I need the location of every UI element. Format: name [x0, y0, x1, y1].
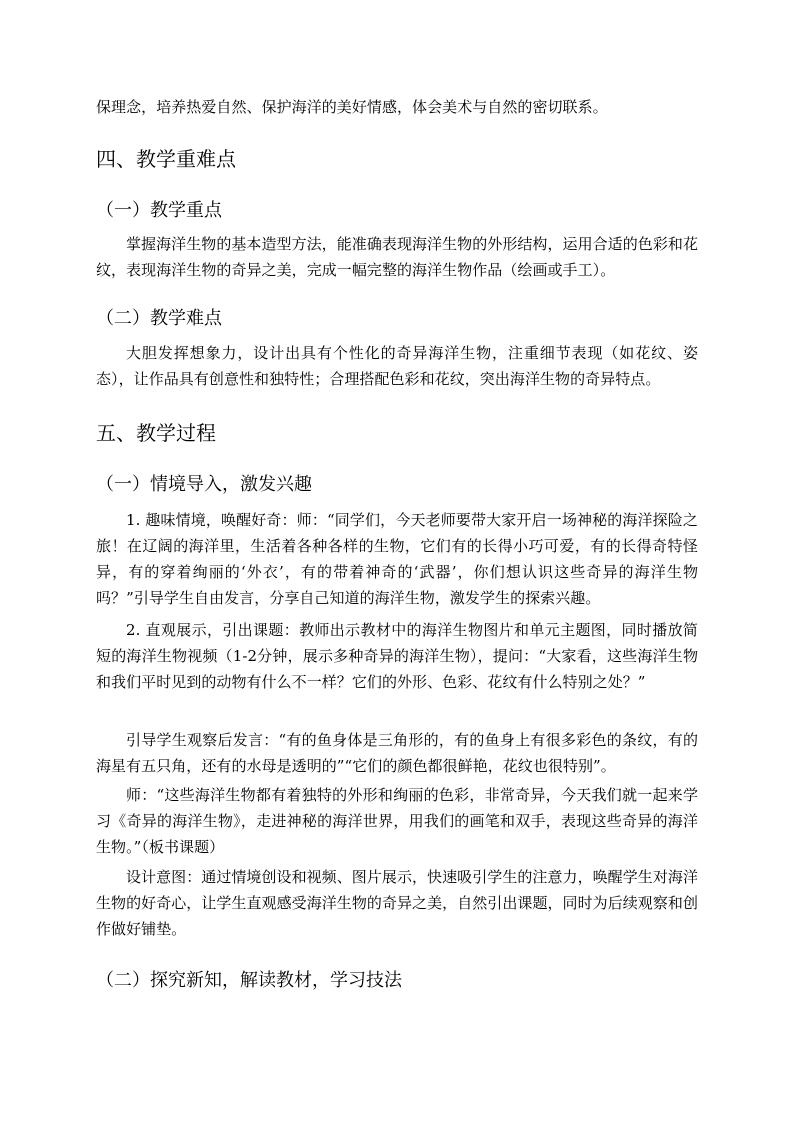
key-points-paragraph: 掌握海洋生物的基本造型方法，能准确表现海洋生物的外形结构，运用合适的色彩和花纹，表现海洋生物的奇异之美，完成一幅完整的海洋生物作品（绘画或手工）。: [96, 235, 698, 279]
step-1-paragraph-1: 1. 趣味情境，唤醒好奇：师：“同学们，今天老师要带大家开启一场神秘的海洋探险之旅！在辽阔的海洋里，生活着各种各样的生物，它们有的长得小巧可爱，有的长得奇特怪异，有的穿着绚丽的‘外衣’，有的带着神奇的‘武器’，你们想认识这些奇异的海洋生物吗？”引导学生自由发言，分享自己知道的海洋生物，激发学生的探索兴趣。: [96, 511, 698, 607]
step-1-heading: （一）情境导入，激发兴趣: [96, 474, 312, 495]
key-points-heading: （一）教学重点: [96, 200, 222, 221]
step-1-paragraph-3: 引导学生观察后发言：“有的鱼身体是三角形的，有的鱼身上有很多彩色的条纹，有的海星有五只角，还有的水母是透明的”“它们的颜色都很鲜艳，花纹也很特别”。: [96, 731, 698, 775]
step-1-paragraph-4: 师：“这些海洋生物都有着独特的外形和绚丽的色彩，非常奇异，今天我们就一起来学习《奇异的海洋生物》，走进神秘的海洋世界，用我们的画笔和双手，表现这些奇异的海洋生物。”（板书课题）: [96, 786, 698, 856]
step-2-heading: （二）探究新知，解读教材，学习技法: [96, 970, 402, 991]
difficulties-paragraph: 大胆发挥想象力，设计出具有个性化的奇异海洋生物，注重细节表现（如花纹、姿态），让作品具有创意性和独特性；合理搭配色彩和花纹，突出海洋生物的奇异特点。: [96, 344, 698, 388]
intro-paragraph-tail: 保理念，培养热爱自然、保护海洋的美好情感，体会美术与自然的密切联系。: [96, 98, 608, 116]
section-5-heading: 五、教学过程: [96, 421, 216, 445]
step-1-design-intent: 设计意图：通过情境创设和视频、图片展示，快速吸引学生的注意力，唤醒学生对海洋生物的好奇心，让学生直观感受海洋生物的奇异之美，自然引出课题，同时为后续观察和创作做好铺垫。: [96, 868, 699, 938]
step-1-paragraph-2: 2. 直观展示，引出课题：教师出示教材中的海洋生物图片和单元主题图，同时播放简短的海洋生物视频（1-2分钟，展示多种奇异的海洋生物），提问：“大家看，这些海洋生物和我们平时见到的动物有什么不一样？它们的外形、色彩、花纹有什么特别之处？”: [96, 621, 698, 691]
section-4-heading: 四、教学重难点: [96, 147, 236, 171]
difficulties-heading: （二）教学难点: [96, 308, 222, 329]
